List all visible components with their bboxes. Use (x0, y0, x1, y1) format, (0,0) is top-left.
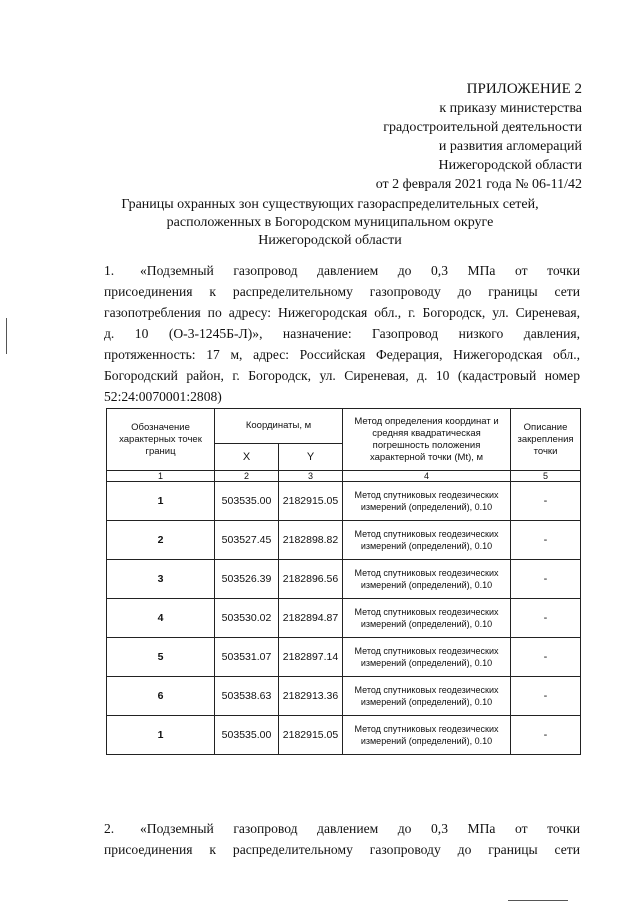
cell-x: 503538.63 (215, 677, 279, 716)
cell-description: - (511, 560, 581, 599)
header-x: X (215, 444, 279, 471)
cell-x: 503535.00 (215, 716, 279, 755)
paragraph-line: присоединения к распределительному газопроводу до границы сети (104, 842, 580, 857)
table-row (107, 521, 581, 560)
appendix-header (376, 80, 582, 194)
table-row (107, 482, 581, 521)
appendix-line: градостроительной деятельности (383, 120, 582, 135)
scan-mark (6, 318, 7, 354)
cell-point: 2 (107, 521, 215, 560)
paragraph-line (104, 260, 580, 281)
title-line: Нижегородской области (258, 233, 402, 248)
document-title (90, 196, 570, 250)
cell-point: 5 (107, 638, 215, 677)
cell-point: 4 (107, 599, 215, 638)
paragraph-line: д. 10 (О-3-1245Б-Л)», назначение: Газопровод низкого давления, (104, 326, 580, 341)
paragraph-line: Богородский район, г. Богородск, ул. Сиреневая, д. 10 (кадастровый номер (104, 368, 580, 383)
paragraph-text: «Подземный газопровод давлением до 0,3 МПа от точки (140, 263, 580, 278)
paragraph-line: протяженность: 17 м, адрес: Российская Федерация, Нижегородская обл., (104, 347, 580, 362)
cell-description: - (511, 677, 581, 716)
appendix-line: Нижегородской области (438, 158, 582, 173)
paragraph-line: присоединения к распределительному газопроводу до границы сети (104, 284, 580, 299)
cell-x: 503530.02 (215, 599, 279, 638)
cell-method: Метод спутниковых геодезических измерений (определений), 0.10 (343, 560, 511, 599)
appendix-line: и развития агломераций (438, 139, 582, 154)
paragraph-1 (104, 260, 580, 407)
cell-x: 503526.39 (215, 560, 279, 599)
table-row (107, 560, 581, 599)
title-line: Границы охранных зон существующих газораспределительных сетей, (121, 197, 539, 212)
cell-method: Метод спутниковых геодезических измерений (определений), 0.10 (343, 677, 511, 716)
column-number: 1 (107, 471, 215, 482)
cell-y: 2182915.05 (279, 482, 343, 521)
cell-method: Метод спутниковых геодезических измерений (определений), 0.10 (343, 599, 511, 638)
column-number: 5 (511, 471, 581, 482)
title-line: расположенных в Богородском муниципальном округе (166, 215, 494, 230)
cell-description: - (511, 638, 581, 677)
appendix-line: к приказу министерства (439, 101, 582, 116)
cell-y: 2182894.87 (279, 599, 343, 638)
column-number: 4 (343, 471, 511, 482)
cell-y: 2182897.14 (279, 638, 343, 677)
cell-y: 2182915.05 (279, 716, 343, 755)
cell-method: Метод спутниковых геодезических измерений (определений), 0.10 (343, 521, 511, 560)
cell-method: Метод спутниковых геодезических измерений (определений), 0.10 (343, 638, 511, 677)
table-row (107, 638, 581, 677)
cell-y: 2182913.36 (279, 677, 343, 716)
paragraph-2 (104, 818, 580, 860)
cell-x: 503531.07 (215, 638, 279, 677)
cell-method: Метод спутниковых геодезических измерений (определений), 0.10 (343, 716, 511, 755)
paragraph-line: газопотребления по адресу: Нижегородская обл., г. Богородск, ул. Сиреневая, (104, 305, 580, 320)
paragraph-number: 1. (104, 263, 115, 278)
column-number: 2 (215, 471, 279, 482)
cell-x: 503535.00 (215, 482, 279, 521)
scan-mark (508, 900, 568, 901)
cell-point: 3 (107, 560, 215, 599)
column-number: 3 (279, 471, 343, 482)
cell-y: 2182896.56 (279, 560, 343, 599)
cell-point: 1 (107, 716, 215, 755)
coordinates-table (106, 408, 581, 755)
cell-description: - (511, 482, 581, 521)
appendix-line: от 2 февраля 2021 года № 06-11/42 (375, 177, 582, 192)
table-row (107, 599, 581, 638)
paragraph-line: 52:24:0070001:2808) (104, 389, 222, 404)
cell-method: Метод спутниковых геодезических измерений (определений), 0.10 (343, 482, 511, 521)
cell-point: 1 (107, 482, 215, 521)
header-description: Описание закрепления точки (511, 409, 581, 471)
cell-y: 2182898.82 (279, 521, 343, 560)
table-row (107, 716, 581, 755)
paragraph-text: «Подземный газопровод давлением до 0,3 МПа от точки (140, 821, 580, 836)
cell-description: - (511, 599, 581, 638)
cell-description: - (511, 716, 581, 755)
appendix-heading: ПРИЛОЖЕНИЕ 2 (466, 81, 582, 97)
paragraph-line (104, 818, 580, 839)
cell-point: 6 (107, 677, 215, 716)
header-y: Y (279, 444, 343, 471)
table-row (107, 677, 581, 716)
paragraph-number: 2. (104, 821, 115, 836)
header-coords: Координаты, м (215, 409, 343, 444)
header-point: Обозначение характерных точек границ (107, 409, 215, 471)
cell-x: 503527.45 (215, 521, 279, 560)
header-method: Метод определения координат и средняя квадратическая погрешность положения характерной точки (Mt), м (343, 409, 511, 471)
cell-description: - (511, 521, 581, 560)
